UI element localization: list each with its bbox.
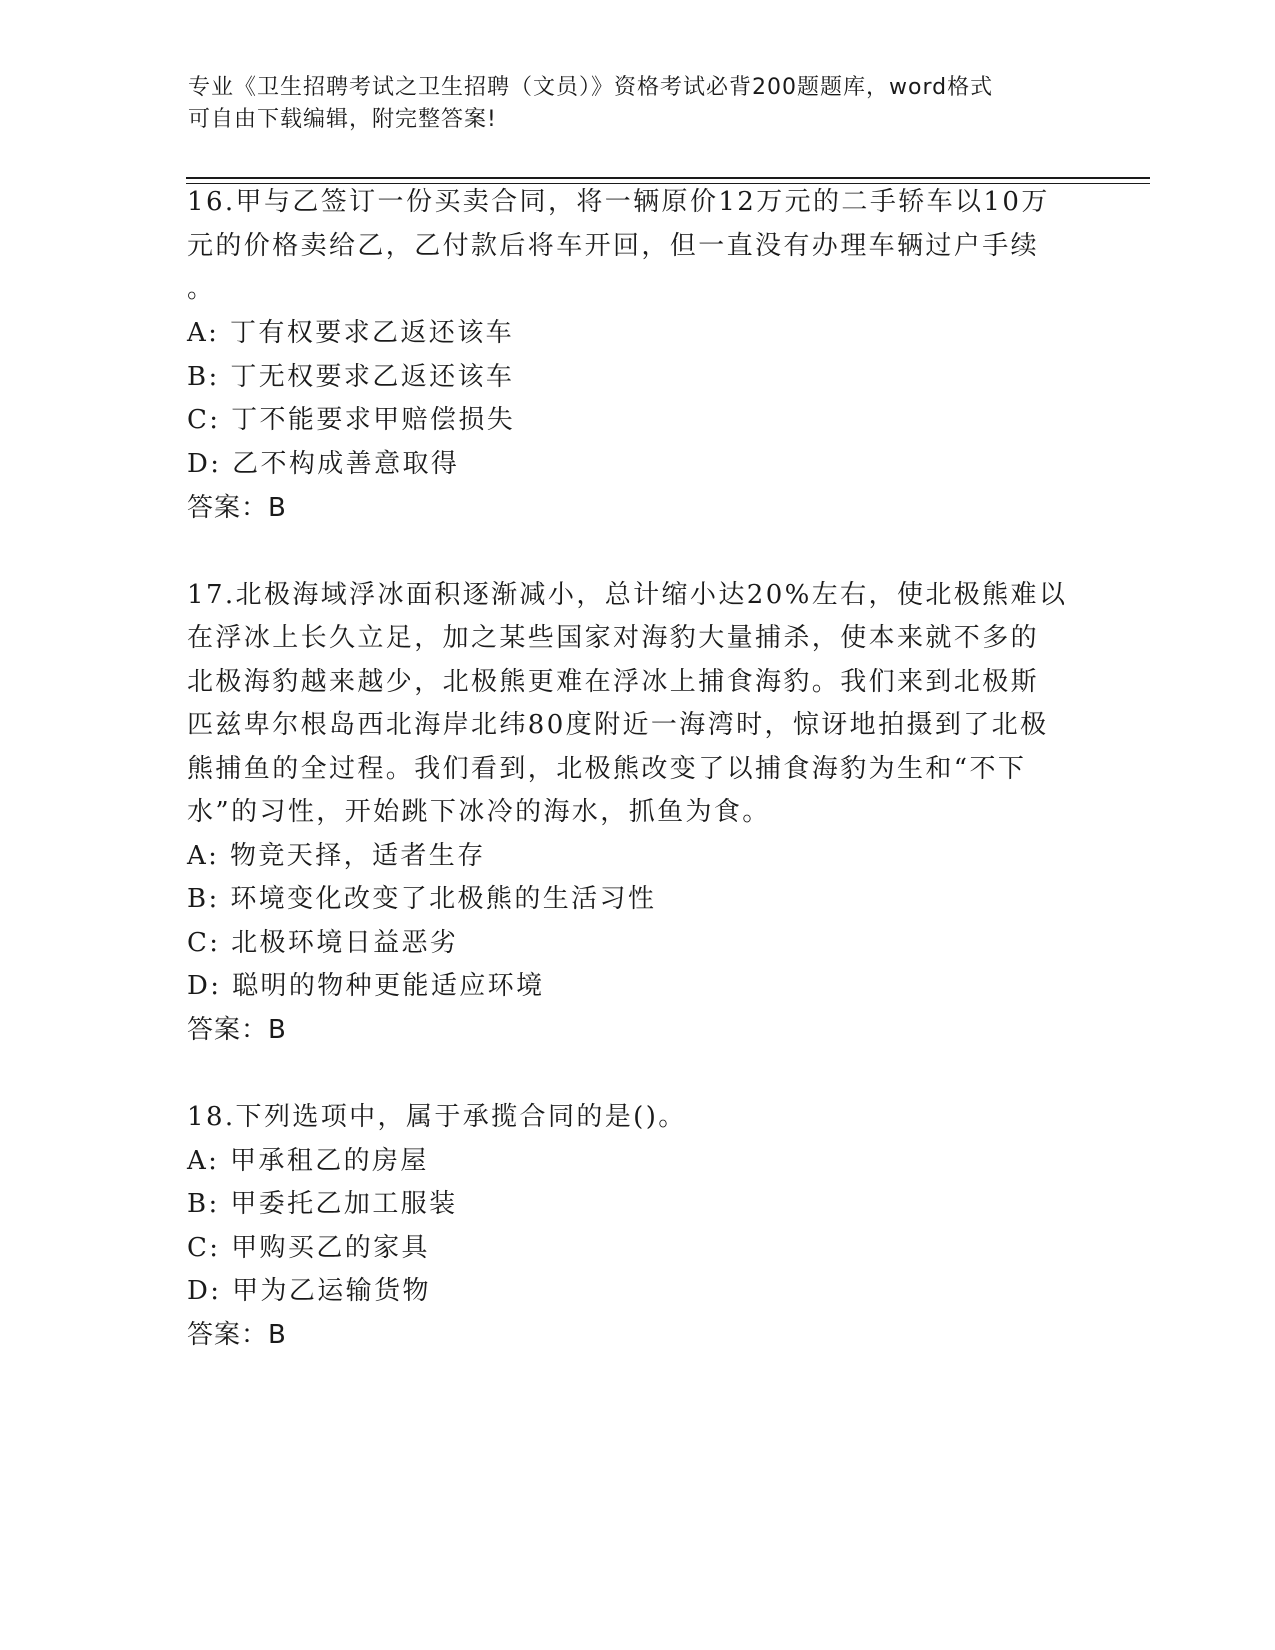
question-16-answer: 答案：B	[187, 493, 287, 523]
question-18-option-c: C: 甲购买乙的家具	[187, 1233, 430, 1263]
question-17-option-d: D: 聪明的物种更能适应环境	[187, 971, 545, 1001]
question-16-option-a: A: 丁有权要求乙返还该车	[187, 318, 515, 348]
question-17-text-line: 水”的习性，开始跳下冰冷的海水，抓鱼为食。	[187, 797, 771, 827]
question-16-text-line: 。	[187, 274, 216, 304]
question-17-text-line: 熊捕鱼的全过程。我们看到，北极熊改变了以捕食海豹为生和“不下	[187, 754, 1027, 784]
question-18-option-b: B: 甲委托乙加工服装	[187, 1189, 458, 1219]
question-16-text-line: 16.甲与乙签订一份买卖合同，将一辆原价12万元的二手轿车以10万	[187, 187, 1050, 217]
question-17-answer: 答案：B	[187, 1015, 287, 1045]
question-18-option-d: D: 甲为乙运输货物	[187, 1276, 431, 1306]
question-18-text-line: 18.下列选项中，属于承揽合同的是()。	[187, 1102, 687, 1132]
question-17-text-line: 北极海豹越来越少，北极熊更难在浮冰上捕食海豹。我们来到北极斯	[187, 667, 1040, 697]
question-16-option-b: B: 丁无权要求乙返还该车	[187, 362, 515, 392]
question-16-text-line: 元的价格卖给乙，乙付款后将车开回，但一直没有办理车辆过户手续	[187, 231, 1040, 261]
question-18-option-a: A: 甲承租乙的房屋	[187, 1146, 429, 1176]
question-16-option-d: D: 乙不构成善意取得	[187, 449, 460, 479]
question-17-text-line: 匹兹卑尔根岛西北海岸北纬80度附近一海湾时，惊讶地拍摄到了北极	[187, 710, 1049, 740]
header-line-1: 专业《卫生招聘考试之卫生招聘（文员）》资格考试必背200题题库，word格式	[188, 75, 994, 100]
document-header	[188, 72, 1068, 136]
question-17-option-c: C: 北极环境日益恶劣	[187, 928, 459, 958]
header-divider-thick	[186, 177, 1150, 179]
question-17-text-line: 在浮冰上长久立足，加之某些国家对海豹大量捕杀，使本来就不多的	[187, 623, 1040, 653]
header-divider-thin	[186, 183, 1150, 184]
question-17-option-b: B: 环境变化改变了北极熊的生活习性	[187, 884, 657, 914]
question-17-option-a: A: 物竞天择，适者生存	[187, 841, 486, 871]
question-17-text-line: 17.北极海域浮冰面积逐渐减小，总计缩小达20%左右，使北极熊难以	[187, 580, 1068, 610]
question-16-option-c: C: 丁不能要求甲赔偿损失	[187, 405, 516, 435]
header-line-2: 可自由下载编辑，附完整答案!	[188, 107, 497, 132]
question-18-answer: 答案：B	[187, 1320, 287, 1350]
